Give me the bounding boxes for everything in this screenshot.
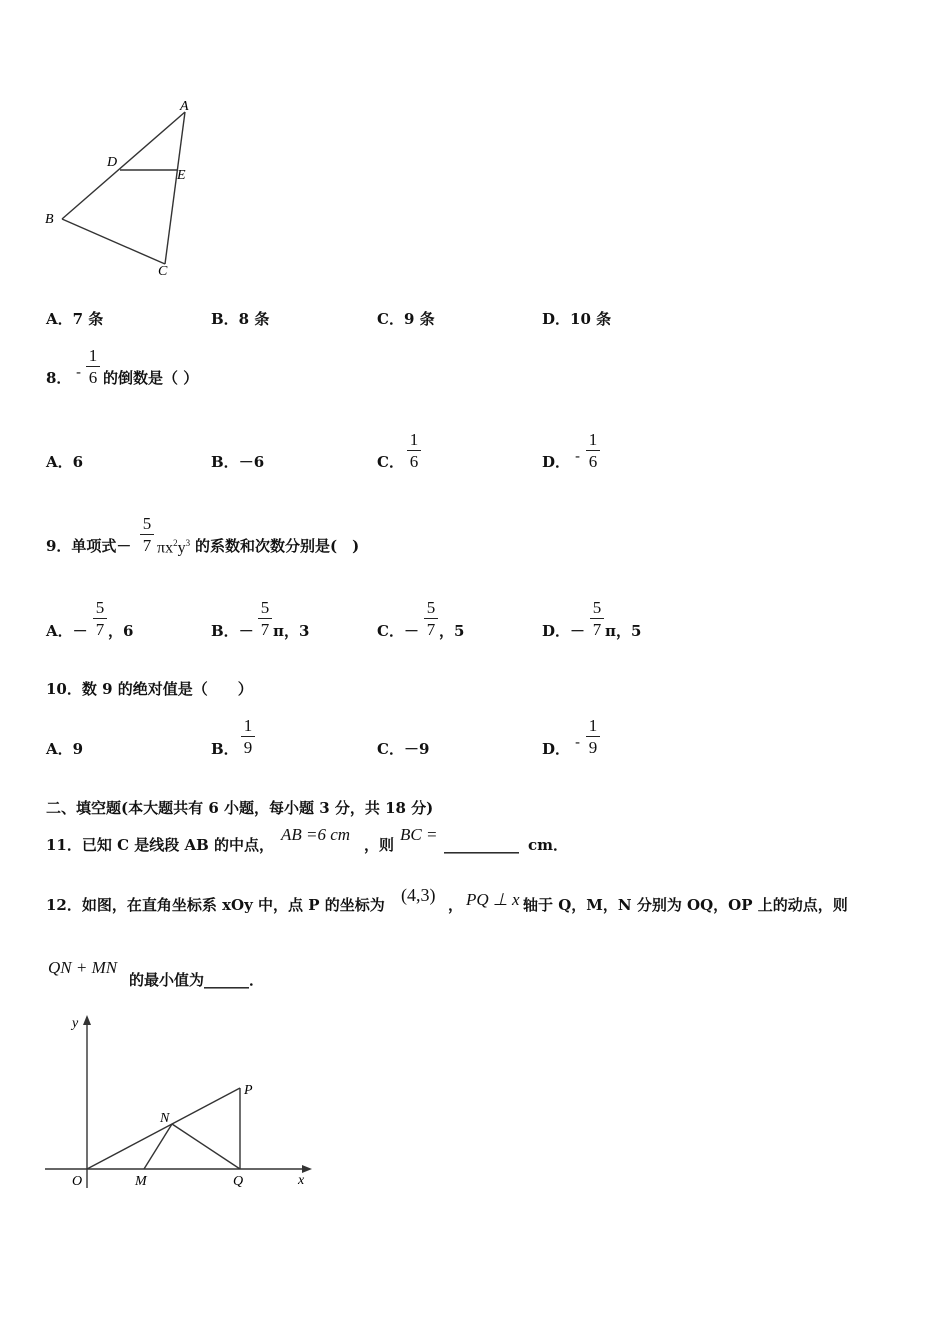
- label-x: x: [298, 1173, 305, 1188]
- q8-frac-num: 1: [88, 346, 98, 365]
- q7-option-a[interactable]: A．7 条: [46, 310, 104, 328]
- q9-d-num: 5: [592, 598, 602, 617]
- q10-c-text: －9: [403, 740, 430, 758]
- q8-stem: 的倒数是（ ）: [103, 369, 199, 387]
- q10-option-a[interactable]: [46, 742, 83, 757]
- q8-frac-den: 6: [88, 368, 98, 387]
- label-m: M: [135, 1174, 147, 1189]
- q8-a-label: A．: [46, 453, 73, 471]
- q9-b-label: B．: [211, 622, 239, 640]
- q7-option-c[interactable]: C．9 条: [377, 310, 435, 328]
- q9-a-label: A．: [46, 622, 73, 640]
- q9-expr-y: y: [177, 539, 186, 557]
- q8-option-d-fraction: [586, 431, 600, 470]
- label-b: B: [45, 212, 54, 227]
- q9-d-fraction: [590, 599, 604, 638]
- q11-part2: ，则: [364, 836, 395, 854]
- q9-option-c[interactable]: [377, 624, 419, 639]
- label-n: N: [160, 1111, 170, 1126]
- q10-a-label: A．: [46, 740, 73, 758]
- q10-option-b-label[interactable]: B．: [211, 740, 239, 758]
- q9-prefix: 9．单项式－: [46, 537, 132, 555]
- q10-option-c[interactable]: [377, 742, 429, 757]
- q9-expression: [157, 539, 190, 556]
- q8-number: 8．: [46, 369, 72, 387]
- q9-c-label: C．: [377, 622, 404, 640]
- triangle-figure: [40, 95, 200, 280]
- q8-a-text: 6: [72, 453, 84, 471]
- q11-math-ab: AB =6 cm: [281, 825, 351, 844]
- q9-c-rest: ，5: [439, 622, 465, 640]
- q12-part4: 的最小值为______．: [129, 971, 265, 989]
- q12-coord: (4,3): [401, 885, 436, 905]
- q9-exp2: 3: [185, 538, 191, 548]
- q11-math-bc: BC =: [400, 825, 438, 844]
- q9-c-den: 7: [426, 620, 436, 639]
- segment-bc: [62, 219, 165, 264]
- q9-c-minus: －: [403, 622, 419, 640]
- coordinate-figure: [40, 1010, 320, 1195]
- q10-d-den: 9: [588, 738, 598, 757]
- q10-option-d-label[interactable]: D．: [542, 740, 571, 758]
- q9-b-minus: －: [238, 622, 254, 640]
- label-q: Q: [233, 1174, 244, 1189]
- q9-a-num: 5: [95, 598, 105, 617]
- q9-frac-num: 5: [142, 514, 152, 533]
- q9-a-den: 7: [95, 620, 105, 639]
- q12-part3: 轴于 Q，M，N 分别为 OQ，OP 上的动点，则: [523, 896, 848, 914]
- q10-c-label: C．: [377, 740, 404, 758]
- label-a: A: [180, 99, 189, 114]
- q10-b-num: 1: [243, 716, 253, 735]
- q9-option-a[interactable]: [46, 624, 88, 639]
- label-c: C: [158, 264, 168, 279]
- label-e: E: [177, 168, 186, 183]
- q9-expr-pi: πx: [157, 539, 174, 557]
- q9-b-den: 7: [260, 620, 270, 639]
- q8-d-minus: -: [575, 447, 581, 465]
- q9-b-num: 5: [260, 598, 270, 617]
- q10-a-text: 9: [72, 740, 84, 758]
- q9-exp1: 2: [173, 538, 178, 548]
- q8-d-den: 6: [588, 452, 598, 471]
- q9-fraction: [140, 515, 154, 554]
- q8-c-den: 6: [409, 452, 419, 471]
- section-title: 二、填空题(本大题共有 6 小题，每小题 3 分，共 18 分): [46, 799, 434, 817]
- q9-frac-den: 7: [142, 536, 152, 555]
- segment-ab: [62, 112, 185, 219]
- q8-c-num: 1: [409, 430, 419, 449]
- q8-option-c-fraction: [407, 431, 421, 470]
- q9-b-rest: π，3: [273, 622, 310, 640]
- q9-c-fraction: [424, 599, 438, 638]
- q11-answer-blank[interactable]: __________: [444, 836, 519, 854]
- segment-op: [87, 1088, 240, 1169]
- q12-part2: ，: [448, 896, 464, 914]
- q10-stem: 10．数 9 的绝对值是（ ）: [46, 680, 253, 698]
- q9-a-fraction: [93, 599, 107, 638]
- label-o: O: [72, 1174, 83, 1189]
- q9-d-label: D．: [542, 622, 571, 640]
- q11-part1: 11．已知 C 是线段 AB 的中点，: [46, 836, 275, 854]
- q8-option-b[interactable]: [211, 455, 264, 470]
- q9-stem: 的系数和次数分别是( ): [195, 537, 360, 555]
- q10-b-fraction: [241, 717, 255, 756]
- label-d: D: [107, 155, 118, 170]
- q8-b-label: B．: [211, 453, 239, 471]
- q12-math-pq: PQ ⊥ x: [466, 890, 520, 909]
- q8-b-text: －6: [238, 453, 265, 471]
- q9-d-den: 7: [592, 620, 602, 639]
- q12-part1: 12．如图，在直角坐标系 xOy 中，点 P 的坐标为: [46, 896, 385, 914]
- q12-math-qn-mn: QN + MN: [48, 958, 118, 977]
- q8-option-c-label[interactable]: C．: [377, 453, 404, 471]
- q7-option-b[interactable]: B．8 条: [211, 310, 270, 328]
- q8-option-d-label[interactable]: D．: [542, 453, 571, 471]
- q8-option-a[interactable]: [46, 455, 83, 470]
- q10-d-fraction: [586, 717, 600, 756]
- q11-part3: cm．: [528, 836, 569, 854]
- q7-option-d[interactable]: D．10 条: [542, 310, 612, 328]
- q9-b-fraction: [258, 599, 272, 638]
- q9-option-b[interactable]: [211, 624, 254, 639]
- q9-a-rest: ，6: [108, 622, 134, 640]
- q10-d-num: 1: [588, 716, 598, 735]
- y-axis-arrow: [83, 1015, 91, 1025]
- q9-d-rest: π，5: [605, 622, 642, 640]
- q8-minus: -: [76, 363, 82, 381]
- segment-ac: [165, 112, 185, 264]
- q8-fraction: [86, 347, 100, 386]
- label-p: P: [244, 1083, 253, 1098]
- q10-b-den: 9: [243, 738, 253, 757]
- x-axis-arrow: [302, 1165, 312, 1173]
- q10-d-minus: -: [575, 733, 581, 751]
- q9-c-num: 5: [426, 598, 436, 617]
- q8-d-num: 1: [588, 430, 598, 449]
- q9-option-d[interactable]: [542, 624, 585, 639]
- q9-a-minus: －: [72, 622, 88, 640]
- label-y: y: [72, 1016, 79, 1031]
- segment-nq: [172, 1124, 240, 1169]
- q9-d-minus: －: [570, 622, 586, 640]
